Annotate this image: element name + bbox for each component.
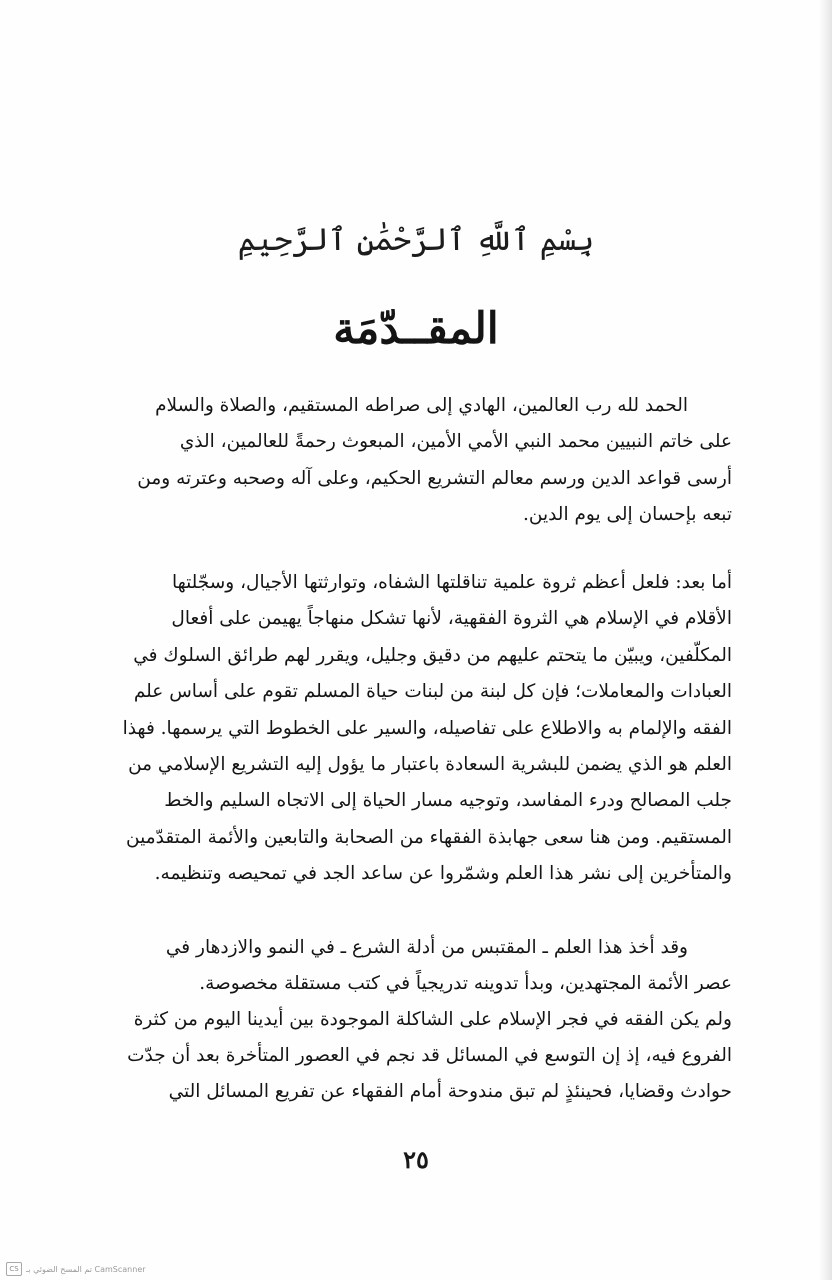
text-line: الفقه والإلمام به والاطلاع على تفاصيله، والسير على الخطوط التي يرسمها. فهذا <box>122 717 732 739</box>
basmala-heading: بِسْمِ ٱللَّهِ ٱلرَّحْمَٰنِ ٱلرَّحِيمِ <box>237 222 595 258</box>
paragraph-1 <box>96 388 732 534</box>
text-line: على خاتم النبيين محمد النبي الأمي الأمين، المبعوث رحمةً للعالمين، الذي <box>179 431 732 453</box>
text-line: تبعه بإحسان إلى يوم الدين. <box>522 504 732 526</box>
scanner-watermark <box>0 1258 206 1280</box>
scanner-watermark-text: تم المسح الضوئي بـ CamScanner <box>26 1264 146 1274</box>
page-edge-shadow <box>818 0 832 1280</box>
paragraph-3 <box>96 930 732 1110</box>
text-line: أرسى قواعد الدين ورسم معالم التشريع الحكيم، وعلى آله وصحبه وعترته ومن <box>137 467 732 489</box>
text-line: المكلّفين، ويبيّن ما يتحتم عليهم من دقيق وجليل، ويقرر لهم طرائق السلوك في <box>133 644 732 666</box>
text-line: والمتأخرين إلى نشر هذا العلم وشمّروا عن ساعد الجد في تمحيصه وتنظيمه. <box>154 863 732 885</box>
text-line: جلب المصالح ودرء المفاسد، وتوجيه مسار الحياة إلى الاتجاه السليم والخط <box>164 790 732 812</box>
text-line: المستقيم. ومن هنا سعى جهابذة الفقهاء من الصحابة والتابعين والأئمة المتقدّمين <box>126 826 732 848</box>
paragraph-2 <box>96 565 732 893</box>
text-line: العبادات والمعاملات؛ فإن كل لبنة من لبنات حياة المسلم تقوم على أساس علم <box>133 681 732 703</box>
text-line: الحمد لله رب العالمين، الهادي إلى صراطه المستقيم، والصلاة والسلام <box>155 395 688 416</box>
text-line: ولم يكن الفقه في فجر الإسلام على الشاكلة الموجودة بين أيدينا اليوم من كثرة <box>133 1009 732 1030</box>
page-number: ٢٥ <box>403 1145 429 1174</box>
text-line: عصر الأئمة المجتهدين، وبدأ تدوينه تدريجياً في كتب مستقلة مخصوصة. <box>199 973 732 994</box>
text-line: الفروع فيه، إذ إن التوسع في المسائل قد نجم في العصور المتأخرة بعد أن جدّت <box>127 1045 732 1066</box>
text-line: الأقلام في الإسلام هي الثروة الفقهية، لأنها تشكل منهاجاً يهيمن على أفعال <box>171 608 732 630</box>
text-line: حوادث وقضايا، فحينئذٍ لم تبق مندوحة أمام الفقهاء عن تفريع المسائل التي <box>168 1081 732 1102</box>
text-line: وقد أخذ هذا العلم ـ المقتبس من أدلة الشرع ـ في النمو والازدهار في <box>165 937 688 958</box>
text-line: العلم هو الذي يضمن للبشرية السعادة باعتبار ما يؤول إليه التشريع الإسلامي من <box>128 754 732 776</box>
page-title: المقــدّمَة <box>333 304 499 354</box>
text-line: أما بعد: فلعل أعظم ثروة علمية تناقلتها الشفاه، وتوارثتها الأجيال، وسجّلتها <box>171 572 732 593</box>
camscanner-logo-icon: CS <box>6 1262 22 1276</box>
